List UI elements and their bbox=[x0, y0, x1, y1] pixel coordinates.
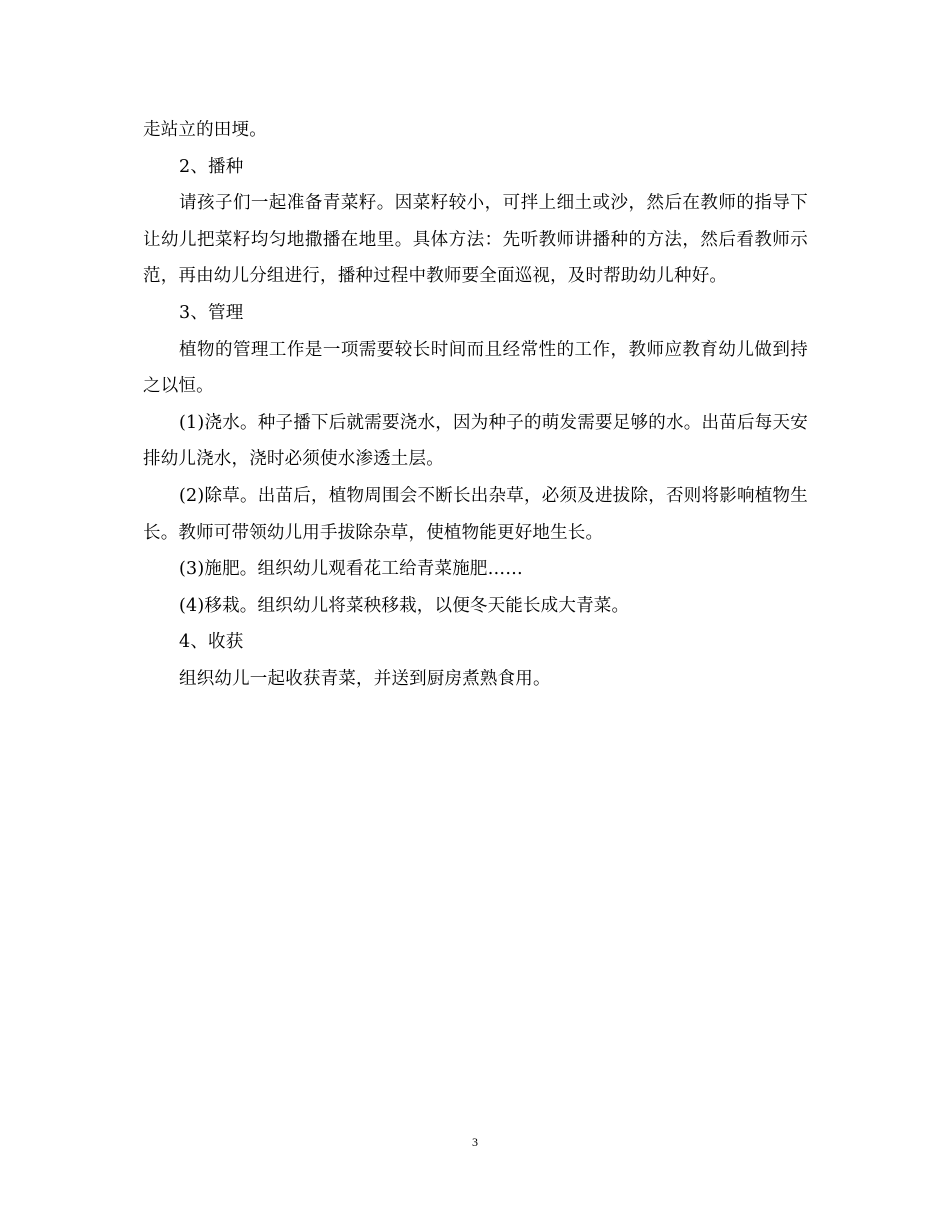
section-heading-sowing: 2、播种 bbox=[179, 156, 244, 177]
page-number: 3 bbox=[472, 1135, 478, 1149]
list-item-transplanting: (4)移栽。组织幼儿将菜秧移栽，以便冬天能长成大青菜。 bbox=[179, 595, 630, 616]
section-heading-harvest: 4、收获 bbox=[179, 632, 244, 653]
list-item-fertilizing: (3)施肥。组织幼儿观看花工给青菜施肥…… bbox=[179, 559, 523, 580]
document-body bbox=[143, 112, 808, 698]
section-heading-management: 3、管理 bbox=[179, 302, 244, 323]
paragraph-continued: 走站立的田埂。 bbox=[143, 120, 267, 140]
list-item-watering: (1)浇水。种子播下后就需要浇水，因为种子的萌发需要足够的水。出苗后每天安排幼儿浇水，浇时必须使水渗透土层。 bbox=[143, 412, 808, 470]
paragraph-harvest: 组织幼儿一起收获青菜，并送到厨房煮熟食用。 bbox=[179, 668, 551, 689]
paragraph-sowing: 请孩子们一起准备青菜籽。因菜籽较小，可拌上细土或沙，然后在教师的指导下让幼儿把菜籽均匀地撒播在地里。具体方法：先听教师讲播种的方法，然后看教师示范，再由幼儿分组进行，播种过程中教师要全面巡视，及时帮助幼儿种好。 bbox=[143, 193, 808, 287]
list-item-weeding: (2)除草。出苗后，植物周围会不断长出杂草，必须及进拔除，否则将影响植物生长。教师可带领幼儿用手拔除杂草，使植物能更好地生长。 bbox=[143, 485, 808, 543]
paragraph-management: 植物的管理工作是一项需要较长时间而且经常性的工作，教师应教育幼儿做到持之以恒。 bbox=[143, 339, 808, 397]
